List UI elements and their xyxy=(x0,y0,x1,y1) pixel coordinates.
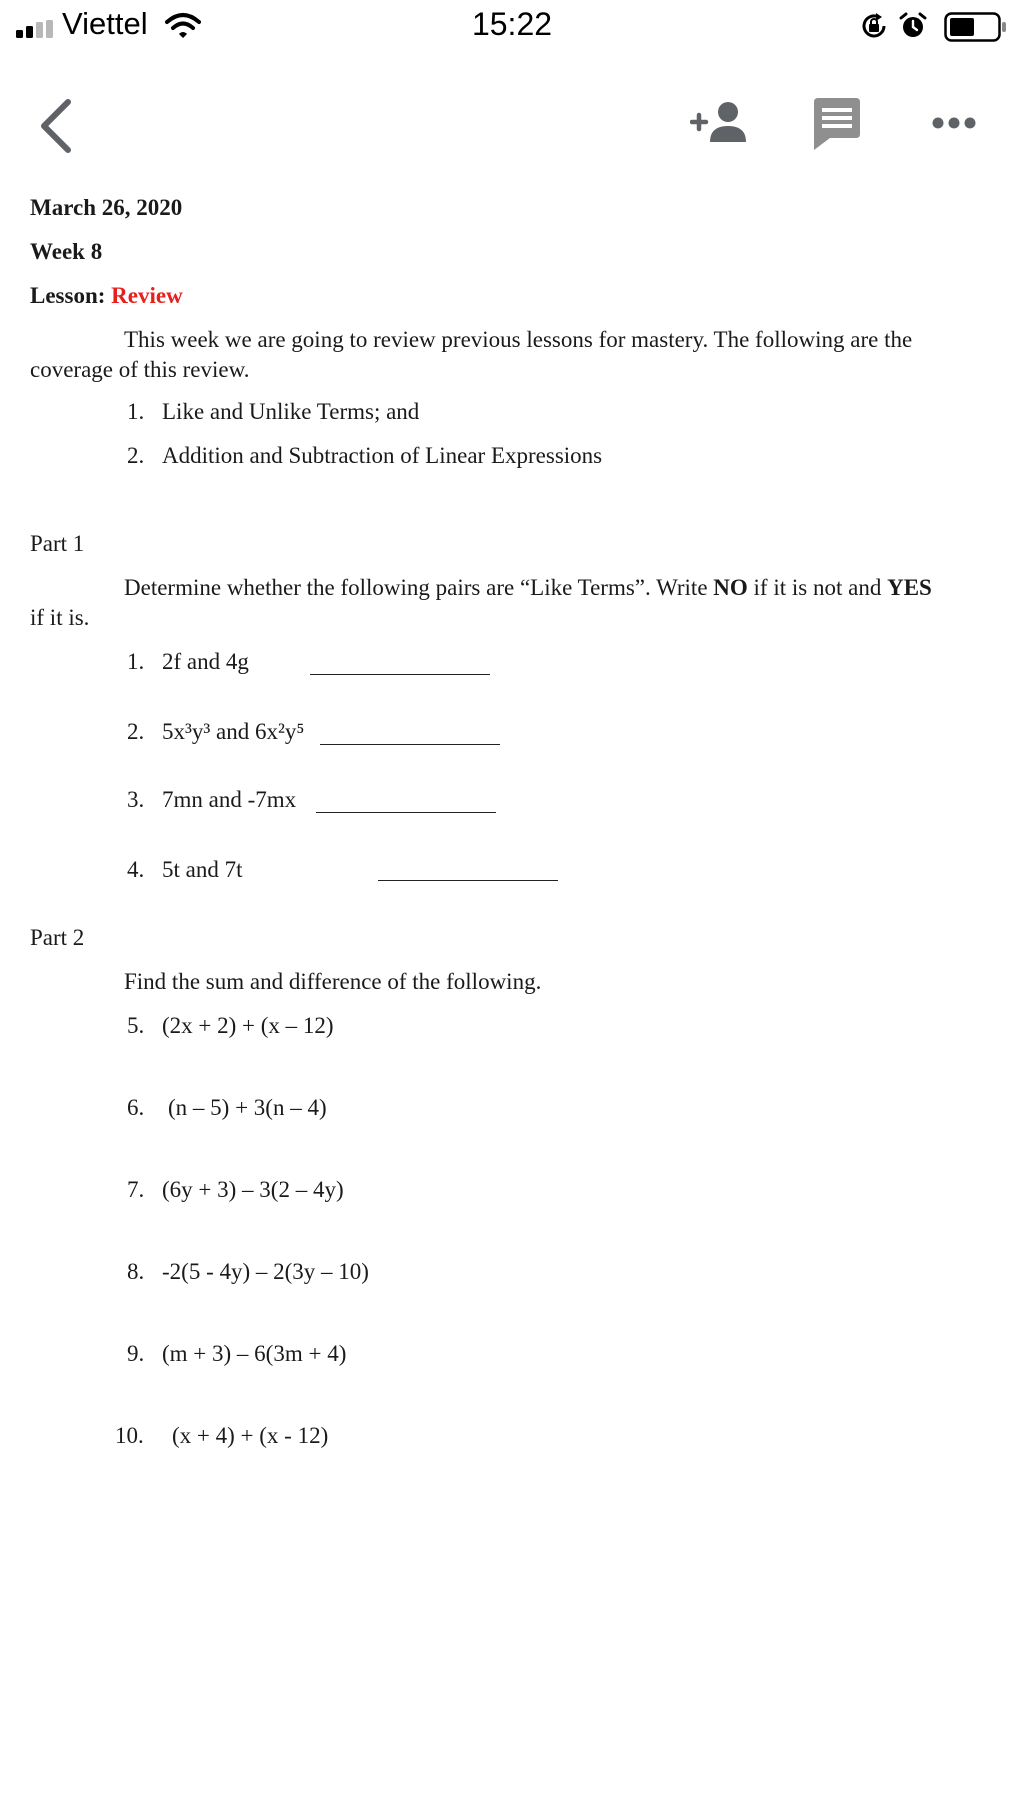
doc-lesson xyxy=(30,282,183,309)
intro-line-1: This week we are going to review previous lessons for mastery. The following are the xyxy=(124,327,913,352)
coverage-item: Addition and Subtraction of Linear Expressions xyxy=(162,443,603,468)
status-time: 15:22 xyxy=(471,6,553,42)
question-number: 4. xyxy=(127,857,145,882)
intro-line-2: coverage of this review. xyxy=(30,357,250,382)
answer-blank xyxy=(378,880,558,881)
doc-week: Week 8 xyxy=(30,239,103,264)
question-text: 7mn and -7mx xyxy=(162,787,297,812)
part1-instructions xyxy=(124,574,932,601)
rotation-lock-icon xyxy=(860,12,888,40)
question-text: (n – 5) + 3(n – 4) xyxy=(168,1095,327,1120)
part2-heading: Part 2 xyxy=(30,925,85,950)
question-number: 10. xyxy=(115,1423,144,1448)
question-number: 3. xyxy=(127,787,145,812)
part1-instructions-line-2: if it is. xyxy=(30,605,90,630)
instr-text: if it is not and xyxy=(747,575,888,600)
carrier-name: Viettel xyxy=(62,6,148,41)
doc-date: March 26, 2020 xyxy=(30,195,183,220)
question-number: 2. xyxy=(127,719,145,744)
answer-blank xyxy=(316,812,496,813)
comment-icon[interactable] xyxy=(810,96,864,152)
status-bar xyxy=(0,0,1024,56)
coverage-number: 1. xyxy=(127,399,145,424)
question-text: (6y + 3) – 3(2 – 4y) xyxy=(162,1177,344,1202)
part1-heading: Part 1 xyxy=(30,531,85,556)
coverage-number: 2. xyxy=(127,443,145,468)
answer-blank xyxy=(310,674,490,675)
question-text: 5t and 7t xyxy=(162,857,243,882)
instr-yes: YES xyxy=(887,575,932,600)
doc-toolbar xyxy=(0,70,1024,190)
coverage-item: Like and Unlike Terms; and xyxy=(162,399,420,424)
answer-blank xyxy=(320,744,500,745)
question-text: (m + 3) – 6(3m + 4) xyxy=(162,1341,347,1366)
question-text: 2f and 4g xyxy=(162,649,249,674)
question-text: (2x + 2) + (x – 12) xyxy=(162,1013,334,1038)
part2-instructions: Find the sum and difference of the following. xyxy=(124,969,542,994)
add-person-icon[interactable] xyxy=(690,100,752,144)
battery-icon xyxy=(944,12,1008,42)
question-text: -2(5 - 4y) – 2(3y – 10) xyxy=(162,1259,369,1284)
question-number: 7. xyxy=(127,1177,145,1202)
instr-no: NO xyxy=(713,575,748,600)
question-text: 5x³y³ and 6x²y⁵ xyxy=(162,719,305,744)
back-chevron-icon[interactable] xyxy=(38,98,74,154)
more-icon[interactable] xyxy=(932,116,976,130)
question-number: 5. xyxy=(127,1013,145,1038)
alarm-icon xyxy=(898,11,928,41)
lesson-label: Lesson: xyxy=(30,283,106,308)
question-number: 1. xyxy=(127,649,145,674)
question-text: (x + 4) + (x - 12) xyxy=(172,1423,329,1448)
lesson-value: Review xyxy=(111,283,183,308)
question-number: 6. xyxy=(127,1095,145,1120)
instr-text: Determine whether the following pairs are “Like Terms”. Write xyxy=(124,575,714,600)
question-number: 9. xyxy=(127,1341,145,1366)
question-number: 8. xyxy=(127,1259,145,1284)
